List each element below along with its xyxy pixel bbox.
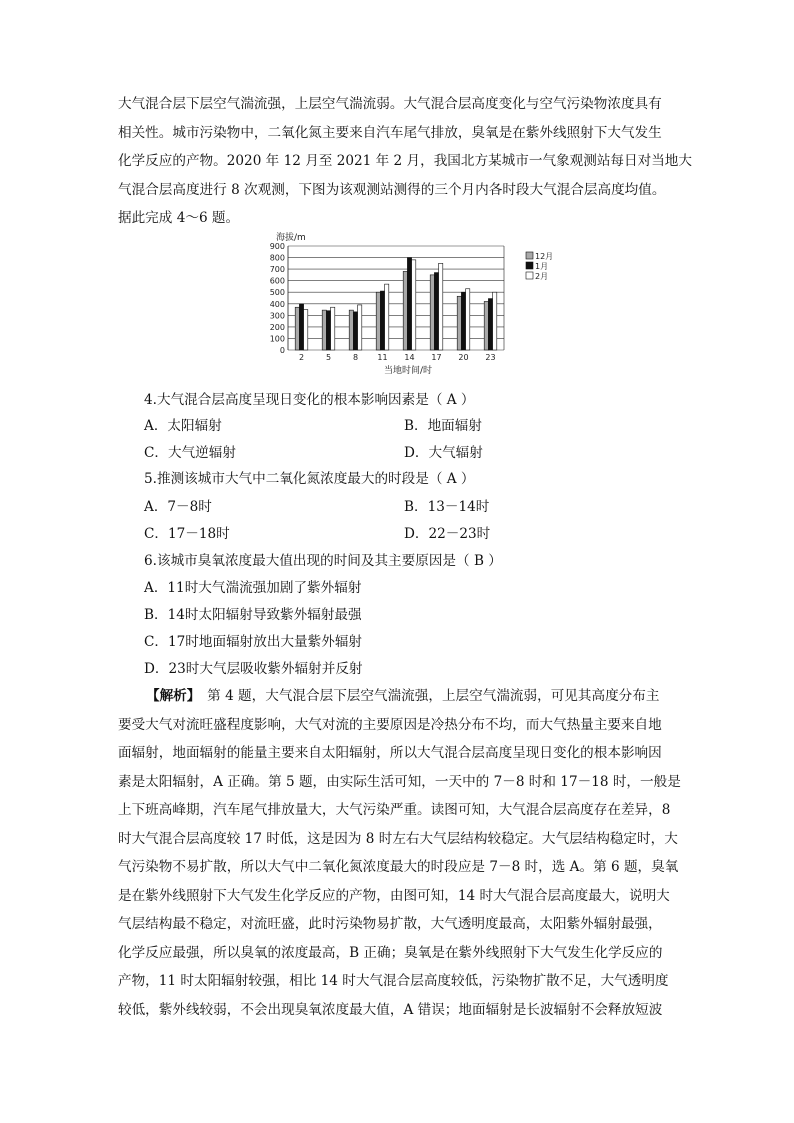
question-5-option-d: D．22－23时 [404, 526, 491, 542]
chart-xlabel: 当地时间/时 [383, 366, 433, 376]
bar-2-2月 [304, 310, 308, 350]
analysis-label: 【解析】 [146, 688, 194, 704]
legend-swatch-12月 [526, 252, 533, 259]
bar-14-12月 [403, 271, 407, 350]
bar-20-2月 [466, 289, 470, 350]
analysis-paragraph [118, 682, 680, 1024]
analysis-first-text: 第 4 题，大气混合层下层空气湍流强，上层空气湍流弱，可见其高度分布主 [193, 688, 660, 704]
x-tick-label: 8 [352, 353, 359, 362]
bar-5-2月 [331, 307, 335, 350]
bar-17-1月 [434, 273, 438, 350]
analysis-line: 面辐射，地面辐射的能量主要来自太阳辐射，所以大气混合层高度呈现日变化的根本影响因 [118, 745, 662, 761]
question-5-option-a: A．7－8时 [144, 499, 212, 515]
legend-label: 1月 [535, 262, 549, 271]
x-tick-label: 20 [458, 353, 469, 362]
y-tick-label: 600 [269, 276, 285, 286]
question-4-option-d: D．大气辐射 [404, 445, 483, 461]
analysis-line: 要受大气对流旺盛程度影响，大气对流的主要原因是冷热分布不均，而大气热量主要来自地 [118, 716, 662, 733]
bar-5-12月 [322, 310, 326, 350]
y-tick-label: 700 [269, 265, 285, 275]
chart-ylabel: 海拔/m [276, 233, 306, 243]
legend-label: 2月 [535, 272, 549, 281]
question-6-option-a: A．11时大气湍流强加剧了紫外辐射 [144, 580, 362, 596]
question-6-option-d: D．23时大气层吸收紫外辐射并反射 [144, 661, 363, 677]
chart-y-ticks [270, 242, 285, 355]
x-tick-label: 2 [298, 353, 305, 362]
bar-23-2月 [493, 292, 497, 350]
intro-line: 大气混合层下层空气湍流强，上层空气湍流弱。大气混合层高度变化与空气污染物浓度具有 [118, 96, 662, 112]
bar-11-2月 [385, 284, 389, 350]
intro-line: 据此完成 4～6 题。 [118, 210, 240, 226]
bar-11-1月 [380, 291, 384, 350]
legend-swatch-1月 [526, 262, 533, 269]
analysis-first-line [118, 682, 680, 711]
analysis-line: 上下班高峰期，汽车尾气排放量大，大气污染严重。读图可知，大气混合层高度存在差异，8 [118, 802, 671, 818]
bar-20-12月 [457, 296, 461, 350]
intro-paragraph [118, 90, 692, 233]
question-5-option-c: C．17－18时 [144, 526, 230, 542]
bar-11-12月 [376, 292, 380, 350]
x-tick-label: 5 [325, 353, 332, 362]
y-tick-label: 0 [279, 346, 285, 355]
question-6-option-b: B．14时太阳辐射导致紫外辐射最强 [144, 607, 362, 623]
bar-8-12月 [349, 310, 353, 350]
intro-line: 化学反应的产物。2020 年 12 月至 2021 年 2 月，我国北方某城市一气象观测站每日对当地大 [118, 153, 692, 169]
question-4-option-c: C．大气逆辐射 [144, 445, 236, 461]
intro-line: 相关性。城市污染物中，二氧化氮主要来自汽车尾气排放，臭氧是在紫外线照射下大气发生 [118, 124, 662, 141]
y-tick-label: 400 [269, 299, 285, 309]
bar-2-1月 [299, 304, 303, 350]
question-4-stem: 4.大气混合层高度呈现日变化的根本影响因素是（ A ） [144, 392, 475, 408]
bar-17-12月 [430, 275, 434, 350]
chart-x-ticks [299, 353, 496, 362]
y-tick-label: 800 [269, 253, 285, 263]
analysis-line: 气层结构最不稳定，对流旺盛，此时污染物易扩散，大气透明度最高，太阳紫外辐射最强， [118, 916, 662, 932]
x-tick-label: 14 [404, 353, 415, 362]
question-5-stem: 5.推测该城市大气中二氧化氮浓度最大的时段是（ A ） [144, 471, 475, 487]
question-6-stem: 6.该城市臭氧浓度最大值出现的时间及其主要原因是（ B ） [144, 553, 502, 569]
analysis-line: 化学反应最强，所以臭氧的浓度最高，B 正确；臭氧是在紫外线照射下大气发生化学反应的 [118, 944, 663, 961]
analysis-line: 时大气混合层高度较 17 时低，这是因为 8 时左右大气层结构较稳定。大气层结构稳定时，大 [118, 830, 678, 847]
bar-14-1月 [407, 258, 411, 350]
legend-label: 12月 [535, 252, 554, 261]
bar-20-1月 [461, 292, 465, 350]
analysis-line: 产物，11 时太阳辐射较强，相比 14 时大气混合层高度较低，污染物扩散不足，大气透明度 [118, 973, 669, 989]
question-6-option-c: C．17时地面辐射放出大量紫外辐射 [144, 634, 363, 650]
bar-8-1月 [353, 312, 357, 350]
y-tick-label: 200 [269, 322, 285, 332]
bar-8-2月 [358, 305, 362, 350]
x-tick-label: 17 [431, 353, 442, 362]
analysis-line: 是在紫外线照射下大气发生化学反应的产物，由图可知，14 时大气混合层高度最大，说明大 [118, 887, 670, 904]
mixing-layer-height-chart [258, 226, 558, 376]
question-5-option-b: B．13－14时 [404, 499, 490, 515]
analysis-line: 气污染物不易扩散，所以大气中二氧化氮浓度最大的时段应是 7－8 时，选 A。第 6 题，臭氧 [118, 859, 679, 875]
legend-swatch-2月 [526, 272, 533, 279]
x-tick-label: 23 [485, 353, 496, 362]
y-tick-label: 500 [269, 288, 285, 298]
bar-2-12月 [295, 307, 299, 350]
bar-5-1月 [326, 311, 330, 350]
chart-grid [288, 246, 504, 350]
x-tick-label: 11 [377, 353, 388, 362]
bar-23-12月 [484, 301, 488, 350]
y-tick-label: 900 [269, 242, 285, 251]
y-tick-label: 300 [269, 311, 285, 321]
analysis-line: 较低，紫外线较弱，不会出现臭氧浓度最大值，A 错误；地面辐射是长波辐射不会释放短波 [118, 1001, 663, 1018]
chart-legend [526, 252, 553, 281]
bar-17-2月 [439, 263, 443, 350]
question-4-option-a: A．太阳辐射 [144, 418, 222, 434]
question-4-option-b: B．地面辐射 [404, 418, 482, 434]
analysis-line: 素是太阳辐射，A 正确。第 5 题，由实际生活可知，一天中的 7－8 时和 17－18 时，一般是 [118, 773, 681, 790]
intro-line: 气混合层高度进行 8 次观测，下图为该观测站测得的三个月内各时段大气混合层高度均值。 [118, 181, 666, 198]
bar-23-1月 [488, 299, 492, 350]
bar-14-2月 [412, 260, 416, 350]
y-tick-label: 100 [269, 334, 285, 344]
